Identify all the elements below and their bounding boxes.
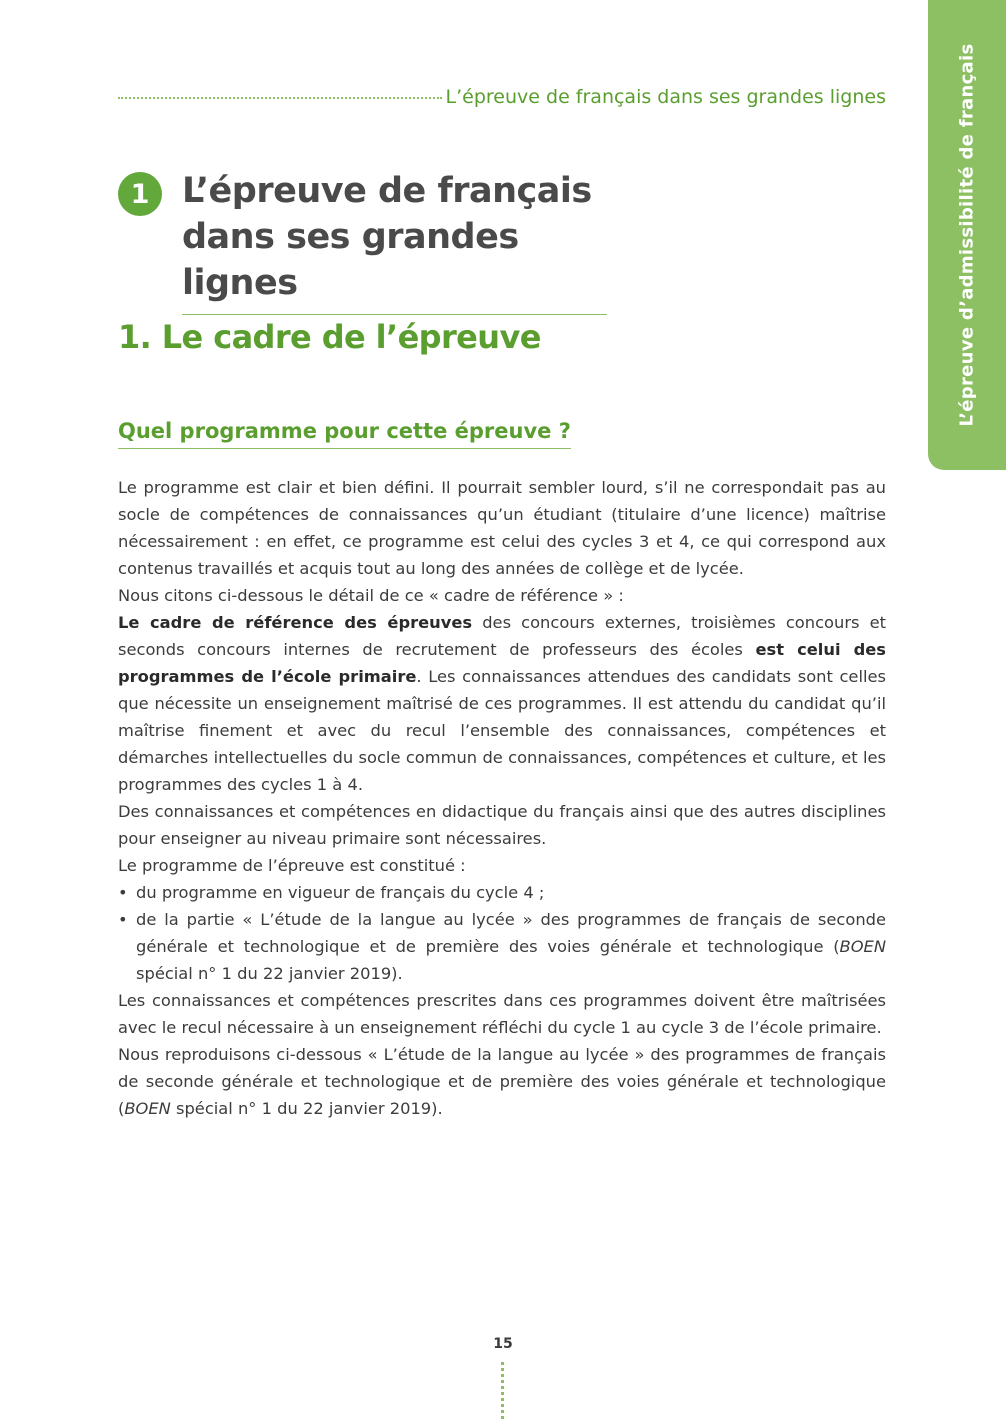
reference-frame-text-end: . Les connaissances attendues des candidats sont celles que nécessite un enseignement maîtrisé de ces programmes. Il est attendu du candidat qu’il maîtrise finement et avec du recul l’ensemble des connaissances, compétences et démarches intellectuelles du socle commun de connaissances, compétences et culture, et les programmes des cycles 1 à 4.	[118, 667, 886, 794]
list-item-text-end: spécial n° 1 du 22 janvier 2019).	[136, 964, 403, 983]
paragraph-intro: Le programme est clair et bien défini. Il pourrait sembler lourd, s’il ne correspondait pas au socle de compétences de connaissances qu’un étudiant (titulaire d’une licence) maîtrise nécessairement : en effet, ce programme est celui des cycles 3 et 4, ce qui correspond aux contenus travaillés et acquis tout au long des années de collège et de lycée.	[118, 478, 886, 578]
footer-dotted-line	[501, 1362, 504, 1419]
running-header-title: L’épreuve de français dans ses grandes lignes	[445, 86, 886, 108]
header-dotted-leader	[118, 97, 442, 99]
running-header	[118, 86, 886, 116]
paragraph-competences: Les connaissances et compétences prescrites dans ces programmes doivent être maîtrisées avec le recul nécessaire à un enseignement réfléchi du cycle 1 au cycle 3 de l’école primaire.	[118, 991, 886, 1037]
subsection-title: Quel programme pour cette épreuve ?	[118, 419, 571, 449]
side-section-tab	[928, 0, 1006, 470]
bold-primary-programs: est celui des programmes de l’école primaire	[118, 640, 886, 686]
chapter-title-line1: L’épreuve de français	[182, 171, 592, 211]
reproduction-text: Nous reproduisons ci-dessous « L’étude de la langue au lycée » des programmes de français de seconde générale et technologique et de première des voies générale et technologique (	[118, 1045, 886, 1118]
paragraph-program-composition: Le programme de l’épreuve est constitué :	[118, 856, 466, 875]
boen-italic: BOEN	[124, 1099, 171, 1118]
paragraph-reference-frame	[118, 609, 886, 798]
section-title: 1. Le cadre de l’épreuve	[118, 318, 541, 356]
list-item	[118, 906, 886, 987]
list-item-text: de la partie « L’étude de la langue au lycée » des programmes de français de seconde générale et technologique et de première des voies générale et technologique (	[136, 910, 886, 956]
reproduction-text-end: spécial n° 1 du 22 janvier 2019).	[170, 1099, 443, 1118]
bold-reference-frame: Le cadre de référence des épreuves	[118, 613, 473, 632]
list-item: • du programme en vigueur de français du cycle 4 ;	[118, 879, 886, 906]
reference-frame-text: des concours externes, troisièmes concours et seconds concours internes de recrutement de professeurs des écoles	[118, 613, 886, 659]
body-text	[118, 474, 886, 1122]
side-tab-label: L’épreuve d’admissibilité de français	[956, 43, 978, 427]
boen-italic: BOEN	[839, 937, 886, 956]
paragraph-citation-intro: Nous citons ci-dessous le détail de ce « cadre de référence » :	[118, 586, 624, 605]
chapter-title	[182, 168, 607, 315]
chapter-number-badge: 1	[118, 172, 162, 216]
program-list	[118, 879, 886, 987]
paragraph-didactics: Des connaissances et compétences en didactique du français ainsi que des autres disciplines pour enseigner au niveau primaire sont nécessaires.	[118, 802, 886, 848]
page-number: 15	[493, 1336, 513, 1352]
chapter-title-line2: dans ses grandes lignes	[182, 217, 519, 303]
paragraph-reproduction	[118, 1041, 886, 1122]
